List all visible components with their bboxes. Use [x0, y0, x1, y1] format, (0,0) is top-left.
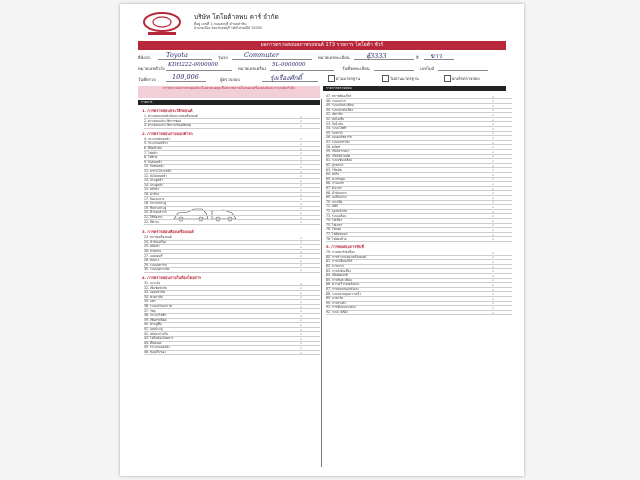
list-item: 58. คลัตช์: [326, 144, 340, 149]
list-item: 60. เกียร์อัตโนมัติ: [326, 153, 351, 158]
list-item: 53. ถังน้ำมัน: [326, 121, 344, 126]
check-mark[interactable]: ✓: [300, 137, 303, 142]
list-item: 81. การเปลี่ยนเกียร์: [326, 259, 353, 264]
list-item: 7. ไฟหน้า: [144, 150, 158, 155]
row-divider: [326, 314, 512, 315]
list-item: 84. เสียงผิดปกติ: [326, 273, 348, 278]
list-item: 22. สีตัวรถ: [144, 219, 160, 224]
check-mark[interactable]: ✓: [300, 281, 303, 286]
check-mark[interactable]: ✓: [492, 108, 495, 113]
list-item: 73. ระบบเตือน: [326, 213, 347, 218]
color-value: ขาว: [430, 52, 442, 60]
check-mark[interactable]: ✓: [300, 174, 303, 179]
check-mark[interactable]: ✓: [492, 209, 495, 214]
check-mark[interactable]: ✓: [492, 140, 495, 145]
check-mark[interactable]: ✓: [492, 204, 495, 209]
list-item: 26. สายพาน: [144, 249, 162, 253]
list-item: 13. ประตูหน้า: [144, 178, 164, 183]
model-value: Commuter: [244, 51, 279, 59]
list-item: 25. หม้อน้ำ: [144, 244, 160, 249]
list-item: 42. หลังคาภายใน: [144, 331, 169, 336]
list-item: 23. สภาพเครื่องยนต์: [144, 235, 172, 240]
list-item: 17. ล้อและยาง: [144, 196, 165, 201]
section-title: 1. การตรวจสอบประวัติรถยนต์: [142, 108, 193, 113]
registration-label: วันที่จดทะเบียน: [342, 66, 370, 71]
list-item: 4. กระจกบังลมหน้า: [144, 136, 171, 141]
fail-label: ไม่ผ่านมาตรฐาน: [390, 76, 419, 81]
check-mark[interactable]: ✓: [492, 255, 495, 260]
list-item: 88. ระบบควบคุมความเร็ว: [326, 291, 362, 296]
pass-label: ผ่านมาตรฐาน: [336, 76, 361, 81]
list-item: 54. ระบบไฟฟ้า: [326, 126, 347, 131]
check-mark[interactable]: ✓: [492, 99, 495, 104]
list-item: 44. ที่บังแดด: [144, 340, 162, 345]
list-item: 83. การบังคับเลี้ยว: [326, 268, 352, 273]
check-mark[interactable]: ✓: [492, 250, 495, 255]
list-item: 6. ที่ปัดน้ำฝน: [144, 146, 162, 150]
check-mark[interactable]: ✓: [492, 117, 495, 122]
list-item: 32. เข็มขัดนิรภัย: [144, 285, 167, 290]
check-mark[interactable]: ✓: [300, 345, 303, 350]
check-mark[interactable]: ✓: [300, 114, 303, 119]
list-item: 65. ยางกันฝุ่น: [326, 176, 345, 181]
section-title: 3. การตรวจสอบห้องเครื่องยนต์: [142, 229, 194, 235]
check-mark[interactable]: ✓: [492, 287, 495, 292]
list-item: 79. การสตาร์ทเครื่อง: [326, 250, 355, 255]
list-item: 64. สปริง: [326, 172, 339, 177]
brand-value: Toyota: [166, 51, 188, 59]
list-item: 19. ซีลยางประตู: [144, 205, 167, 210]
cancel-checkbox[interactable]: [444, 75, 451, 82]
list-item: 12. บังโคลนหน้า: [144, 173, 168, 178]
check-mark[interactable]: ✓: [300, 187, 303, 192]
list-item: 2. ตรวจสอบประวัติการซ่อม: [144, 118, 182, 123]
plate-value: ฮุ้3333: [366, 52, 387, 60]
list-item: 50. ระบบบังคับเลี้ยว: [326, 107, 354, 112]
check-mark[interactable]: ✓: [300, 146, 303, 151]
check-mark[interactable]: ✓: [492, 264, 495, 269]
list-item: 57. ระบบส่งกำลัง: [326, 140, 350, 144]
list-item: 5. กระจกมองข้าง: [144, 141, 168, 146]
list-item: 82. การเบรก: [326, 264, 344, 268]
list-item: 86. ความเร็วรอบเดินเบา: [326, 282, 360, 287]
list-item: 18. กระจกประตู: [144, 201, 167, 206]
list-item: 34. พวงมาลัย: [144, 294, 163, 299]
list-item: 38. กระจกไฟฟ้า: [144, 313, 167, 318]
list-item: 62. ลูกหมาก: [326, 163, 344, 167]
check-mark[interactable]: ✓: [300, 164, 303, 169]
check-mark[interactable]: ✓: [492, 163, 495, 168]
company-name: บริษัท โตโยต้าลพบ คาร์ จำกัด: [194, 13, 279, 21]
list-item: 71. ABS: [326, 204, 339, 209]
check-mark[interactable]: ✓: [300, 258, 303, 263]
check-mark[interactable]: ✓: [300, 206, 303, 211]
check-mark[interactable]: ✓: [300, 322, 303, 327]
check-mark[interactable]: ✓: [492, 237, 495, 242]
brand-label: ยี่ห้อรถ: [138, 55, 151, 60]
list-item: 75. ไฟเบรก: [326, 222, 343, 227]
form-title: ผลการตรวจสอบสภาพรถยนต์ 173 รายการ โตโยต้า ชัวร์: [138, 41, 506, 50]
list-item: 52. ท่อไอเสีย: [326, 117, 344, 121]
list-item: 33. แผงหน้าปัด: [144, 290, 166, 295]
check-mark[interactable]: ✓: [492, 126, 495, 131]
check-mark[interactable]: ✓: [300, 169, 303, 174]
check-mark[interactable]: ✓: [492, 145, 495, 150]
notice-band: การตรวจสภาพรถยนต์จะไม่ครอบคลุมถึงสภาพภายในของเครื่องยนต์และระบบส่งกำลัง: [138, 86, 320, 98]
check-mark[interactable]: ✓: [492, 158, 495, 163]
check-mark[interactable]: ✓: [300, 318, 303, 323]
company-logo: [140, 10, 184, 38]
list-item: 37. วิทยุ: [144, 308, 156, 313]
list-item: 46. ช่องเก็บของ: [144, 350, 166, 354]
check-mark[interactable]: ✓: [492, 186, 495, 191]
right-column-header: รายการตรวจสอบ: [323, 86, 506, 91]
list-item: 27. แบตเตอรี่: [144, 253, 163, 258]
list-item: 9. กันชนหน้า: [144, 159, 163, 164]
check-mark[interactable]: ✓: [492, 282, 495, 287]
row-divider: [144, 128, 320, 129]
list-item: 55. ไดชาร์จ: [326, 130, 343, 135]
inspector-label: ผู้ตรวจสอบ: [220, 77, 240, 82]
list-item: 85. การสั่นสะเทือน: [326, 277, 352, 282]
check-mark[interactable]: ✓: [492, 223, 495, 228]
check-mark[interactable]: ✓: [300, 244, 303, 249]
check-mark[interactable]: ✓: [300, 299, 303, 304]
check-mark[interactable]: ✓: [300, 290, 303, 295]
list-item: 61. ระบบขับเคลื่อน: [326, 158, 353, 163]
list-item: 39. เซ็นทรัลล็อค: [144, 317, 167, 322]
check-mark[interactable]: ✓: [492, 122, 495, 127]
check-mark[interactable]: ✓: [300, 295, 303, 300]
list-item: 40. พรมปูพื้น: [144, 322, 162, 327]
check-mark[interactable]: ✓: [492, 168, 495, 173]
list-item: 68. น้ำมันเบรก: [326, 190, 347, 195]
list-item: 72. ถุงลมนิรภัย: [326, 209, 347, 213]
check-mark[interactable]: ✓: [492, 301, 495, 306]
list-item: 56. มอเตอร์สตาร์ท: [326, 135, 352, 140]
check-mark[interactable]: ✓: [300, 151, 303, 156]
left-column-header: รายการ: [138, 100, 320, 105]
list-item: 8. ไฟท้าย: [144, 155, 158, 160]
check-mark[interactable]: ✓: [300, 155, 303, 160]
mileage-label: เลขไมล์: [420, 66, 435, 71]
check-mark[interactable]: ✓: [300, 220, 303, 225]
list-item: 47. สภาพห้องเกียร์: [326, 94, 352, 98]
engine-label: หมายเลขเครื่อง: [238, 66, 267, 71]
list-item: 29. ระบบสตาร์ท: [144, 262, 167, 267]
list-item: 67. ผ้าเบรก: [326, 186, 343, 190]
row-divider: [144, 354, 320, 355]
list-item: 70. เบรกมือ: [326, 199, 343, 204]
chassis-value: KDH222-0000000: [168, 62, 219, 68]
engine-value: 5L-0000000: [272, 62, 306, 68]
check-mark[interactable]: ✓: [492, 154, 495, 159]
list-item: 21. ใต้ท้องรถ: [144, 215, 163, 219]
list-item: 80. การทำงานของเครื่องยนต์: [326, 254, 366, 259]
check-mark[interactable]: ✓: [300, 201, 303, 206]
check-mark[interactable]: ✓: [300, 263, 303, 268]
check-mark[interactable]: ✓: [300, 267, 303, 272]
mileage-value: 109,006: [172, 73, 199, 81]
check-mark[interactable]: ✓: [300, 235, 303, 240]
check-mark[interactable]: ✓: [300, 178, 303, 183]
check-mark[interactable]: ✓: [492, 103, 495, 108]
section-title: 2. การตรวจสอบภายนอกตัวรถ: [142, 130, 193, 136]
list-item: 15. หลังคา: [144, 187, 160, 192]
list-item: 74. ไฟเลี้ยว: [326, 218, 343, 223]
list-item: 1. ตรวจสอบเลขตัวถังและเลขเครื่องยนต์: [144, 114, 198, 118]
check-mark[interactable]: ✓: [300, 141, 303, 146]
check-mark[interactable]: ✓: [492, 195, 495, 200]
check-mark[interactable]: ✓: [492, 232, 495, 237]
list-item: 16. ฝาท้าย: [144, 192, 160, 196]
check-mark[interactable]: ✓: [492, 218, 495, 223]
list-item: 49. ระบบกันสะเทือน: [326, 103, 354, 108]
list-item: 66. จานเบรก: [326, 181, 345, 186]
check-mark[interactable]: ✓: [492, 310, 495, 315]
list-item: 63. โช้คอัพ: [326, 167, 342, 172]
list-item: 77. ไฟตัดหมอก: [326, 232, 348, 236]
inspector-value: รุ่งเรืองศักดิ์: [270, 74, 302, 82]
chassis-label: หมายเลขตัวถัง: [138, 66, 165, 71]
check-mark[interactable]: ✓: [300, 336, 303, 341]
list-item: 20. คิ้วรอบตัวรถ: [144, 210, 167, 215]
check-mark[interactable]: ✓: [300, 350, 303, 355]
section-title: 4. การตรวจสอบภายในห้องโดยสาร: [142, 275, 201, 280]
row-divider: [144, 224, 320, 225]
check-mark[interactable]: ✓: [492, 273, 495, 278]
check-mark[interactable]: ✓: [300, 123, 303, 128]
inspection-sheet: [120, 4, 524, 476]
check-mark[interactable]: ✓: [492, 149, 495, 154]
check-mark[interactable]: ✓: [300, 249, 303, 254]
list-item: 51. เพลาขับ: [326, 112, 343, 117]
row-divider: [326, 241, 512, 242]
check-mark[interactable]: ✓: [300, 119, 303, 124]
check-mark[interactable]: ✓: [300, 183, 303, 188]
check-mark[interactable]: ✓: [300, 160, 303, 165]
check-mark[interactable]: ✓: [492, 296, 495, 301]
check-mark[interactable]: ✓: [300, 197, 303, 202]
list-item: 14. ประตูหลัง: [144, 182, 163, 187]
color-label: สี: [416, 55, 419, 60]
check-mark[interactable]: ✓: [300, 192, 303, 197]
list-item: 78. ไฟส่องป้าย: [326, 236, 347, 241]
check-mark[interactable]: ✓: [300, 313, 303, 318]
inspection-date-label: วันที่ตรวจ: [138, 77, 156, 82]
list-item: 36. ระบบปรับอากาศ: [144, 304, 172, 308]
check-mark[interactable]: ✓: [300, 286, 303, 291]
model-label: รุ่นรถ: [218, 55, 228, 60]
list-item: 91. การขับบนทางตรง: [326, 305, 356, 310]
company-address: ที่อยู่ เลขที่ 1 ถนนลพบุรี ตำบลท่าหิน อำเภอเมือง จังหวัดลพบุรี รหัสไปรษณีย์ 15000: [194, 22, 262, 31]
list-item: 92. ระบบ 4WD: [326, 310, 348, 314]
check-mark[interactable]: ✓: [492, 259, 495, 264]
list-item: 3. ตรวจสอบประวัติการเกิดอุบัติเหตุ: [144, 123, 192, 128]
check-mark[interactable]: ✓: [300, 254, 303, 259]
list-item: 69. แม่ปั๊มเบรก: [326, 195, 347, 200]
list-item: 28. ท่อยาง: [144, 258, 159, 263]
check-mark[interactable]: ✓: [492, 177, 495, 182]
check-mark[interactable]: ✓: [492, 292, 495, 297]
check-mark[interactable]: ✓: [492, 200, 495, 205]
list-item: 41. แผงประตู: [144, 327, 163, 331]
check-mark[interactable]: ✓: [492, 227, 495, 232]
check-mark[interactable]: ✓: [300, 240, 303, 245]
check-mark[interactable]: ✓: [300, 309, 303, 314]
plate-label: หมายเลขทะเบียน: [318, 55, 350, 60]
fail-checkbox[interactable]: [382, 75, 389, 82]
list-item: 43. ไฟในห้องโดยสาร: [144, 336, 174, 341]
check-mark[interactable]: ✓: [492, 305, 495, 310]
check-mark[interactable]: ✓: [492, 131, 495, 136]
list-item: 90. การทรงตัว: [326, 300, 347, 305]
list-item: 24. น้ำมันเครื่อง: [144, 239, 167, 244]
list-item: 48. ระบบเบรก: [326, 98, 346, 103]
check-mark[interactable]: ✓: [492, 278, 495, 283]
list-item: 35. แตร: [144, 299, 156, 304]
cancel-label: ยกเลิกตรวจสอบ: [452, 76, 480, 81]
list-item: 45. กระจกมองหลัง: [144, 345, 170, 350]
list-item: 10. กันชนหลัง: [144, 164, 164, 169]
check-mark[interactable]: ✓: [492, 94, 495, 99]
check-mark[interactable]: ✓: [492, 191, 495, 196]
list-item: 87. การตอบสนองคันเร่ง: [326, 287, 359, 291]
check-mark[interactable]: ✓: [492, 214, 495, 219]
list-item: 11. ฝากระโปรงหน้า: [144, 169, 172, 173]
check-mark[interactable]: ✓: [492, 112, 495, 117]
check-mark[interactable]: ✓: [300, 327, 303, 332]
section-title: 5. การทดสอบการขับขี่: [326, 244, 364, 250]
list-item: 30. ระบบจุดระเบิด: [144, 267, 170, 272]
check-mark[interactable]: ✓: [300, 210, 303, 215]
check-mark[interactable]: ✓: [300, 341, 303, 346]
column-divider: [321, 99, 322, 467]
row-divider: [144, 272, 320, 273]
check-mark[interactable]: ✓: [300, 332, 303, 337]
check-mark[interactable]: ✓: [492, 135, 495, 140]
check-mark[interactable]: ✓: [300, 215, 303, 220]
list-item: 76. ไฟถอย: [326, 227, 342, 232]
check-mark[interactable]: ✓: [300, 304, 303, 309]
list-item: 59. เกียร์ธรรมดา: [326, 149, 350, 154]
pass-checkbox[interactable]: [328, 75, 335, 82]
check-mark[interactable]: ✓: [492, 181, 495, 186]
check-mark[interactable]: ✓: [492, 172, 495, 177]
list-item: 89. มาตรวัด: [326, 296, 344, 301]
check-mark[interactable]: ✓: [492, 269, 495, 274]
list-item: 31. เบาะนั่ง: [144, 281, 160, 285]
